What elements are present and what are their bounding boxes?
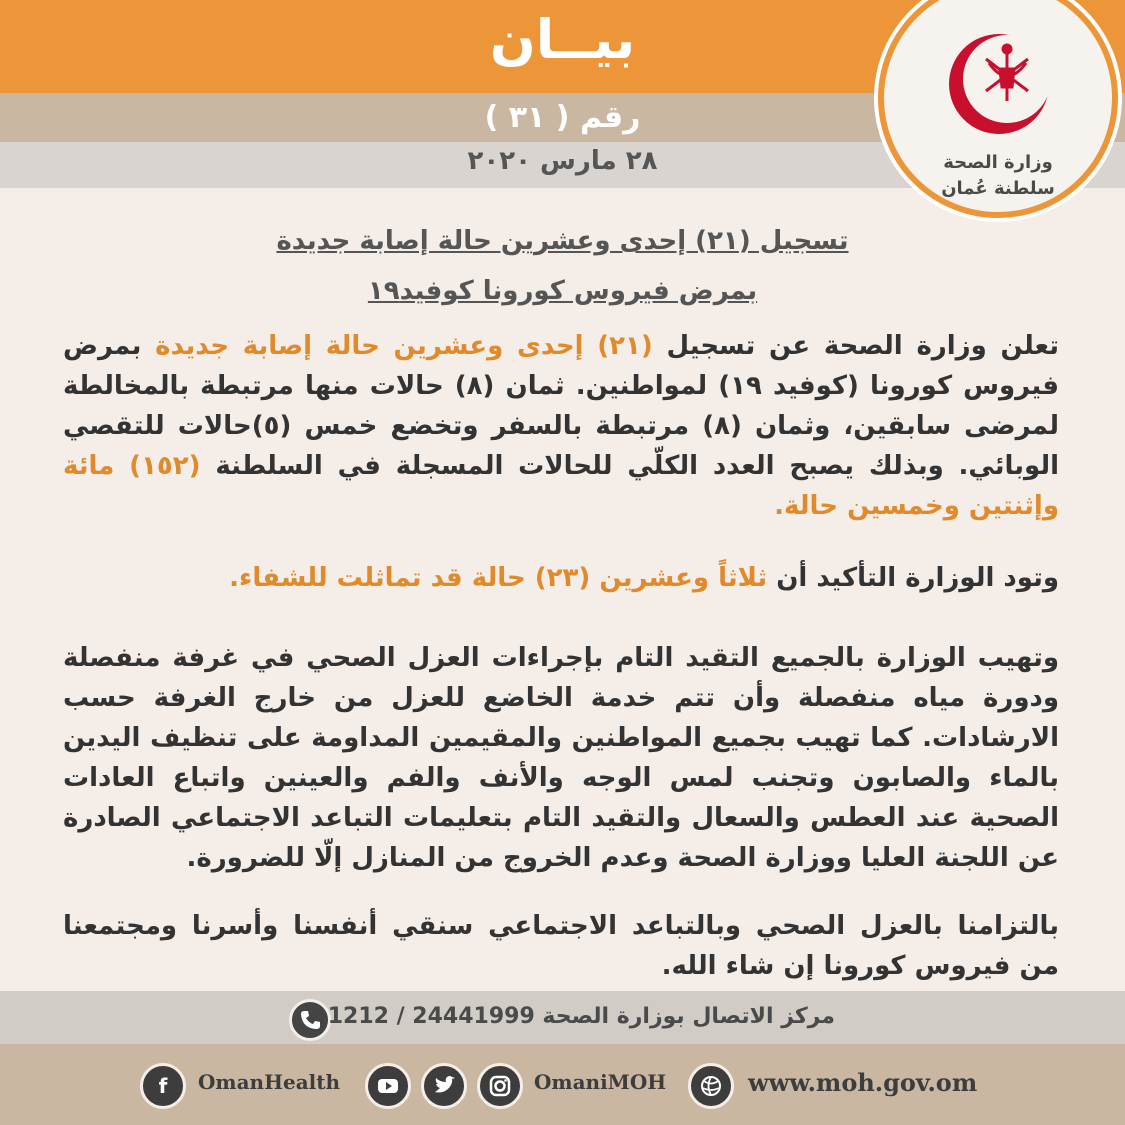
youtube-icon[interactable] [365, 1063, 411, 1109]
p2-text-a: وتود الوزارة التأكيد أن [767, 563, 1059, 593]
headline-line-1 [0, 226, 1125, 256]
logo-ministry-name: وزارة الصحة [943, 152, 1053, 173]
social-handle[interactable]: OmaniMOH [534, 1070, 667, 1094]
p1-text-a: تعلن وزارة الصحة عن تسجيل [652, 331, 1059, 361]
logo-country-name: سلطنة عُمان [941, 178, 1055, 199]
ministry-logo [878, 0, 1118, 218]
twitter-icon[interactable] [421, 1063, 467, 1109]
paragraph-recoveries [63, 558, 1059, 598]
facebook-icon[interactable]: f [140, 1063, 186, 1109]
p1-text-c: بمرض فيروس كورونا (كوفيد ١٩) لمواطنين. ثمان (٨) حالات منها مرتبطة بالمخالطة لمرضى سابقين، وثمان (٨) مرتبطة بالسفر وتخضع خمس (٥)حالات للتقصي الوبائي. وبذلك يصبح العدد الكلّي للحالات المسجلة في السلطنة [63, 331, 1059, 481]
paragraph-new-cases [63, 326, 1059, 526]
headline-line-1-text: تسجيل (٢١) إحدى وعشرين حالة إصابة جديدة [276, 226, 849, 256]
p2-highlight-recovered: ثلاثاً وعشرين (٢٣) حالة قد تماثلت للشفاء. [229, 563, 768, 593]
facebook-handle[interactable]: OmanHealth [198, 1070, 341, 1094]
instagram-icon[interactable] [477, 1063, 523, 1109]
statement-date: ٢٨ مارس ٢٠٢٠ [467, 146, 658, 176]
paragraph-guidance: وتهيب الوزارة بالجميع التقيد التام بإجراءات العزل الصحي في غرفة منفصلة ودورة مياه منفصلة وأن تتم خدمة الخاضع للعزل من خارج الغرفة حسب الارشادات. كما تهيب بجميع المواطنين والمقيمين المداومة على تنظيف اليدين بالماء والصابون وتجنب لمس الوجه والأنف والفم والعينين واتباع العادات الصحية عند العطس والسعال والتقيد التام بتعليمات التباعد الاجتماعي الصادرة عن اللجنة العليا ووزارة الصحة وعدم الخروج من المنازل إلّا للضرورة. [63, 643, 1059, 873]
p1-highlight-total: (١٥٢) مائة وإثنتين وخمسين حالة. [63, 451, 1059, 521]
headline-line-2 [0, 276, 1125, 306]
p1-highlight-new-cases: (٢١) إحدى وعشرين حالة إصابة جديدة [155, 331, 653, 361]
phone-icon [289, 999, 331, 1041]
statement-number: رقم ( ٣١ ) [484, 100, 641, 135]
website-link[interactable]: www.moh.gov.om [748, 1068, 978, 1097]
web-icon[interactable] [688, 1063, 734, 1109]
paragraph-closing: بالتزامنا بالعزل الصحي وبالتباعد الاجتماعي سنقي أنفسنا وأسرنا ومجتمعنا من فيروس كورونا إن شاء الله. [63, 911, 1059, 981]
statement-title: بيــان [489, 8, 636, 71]
headline-line-2-text: بمرض فيروس كورونا كوفيد١٩ [367, 276, 758, 306]
contact-center-text: مركز الاتصال بوزارة الصحة 24441999 / 1212 [327, 1004, 835, 1029]
crescent-emblem-icon [944, 29, 1054, 139]
